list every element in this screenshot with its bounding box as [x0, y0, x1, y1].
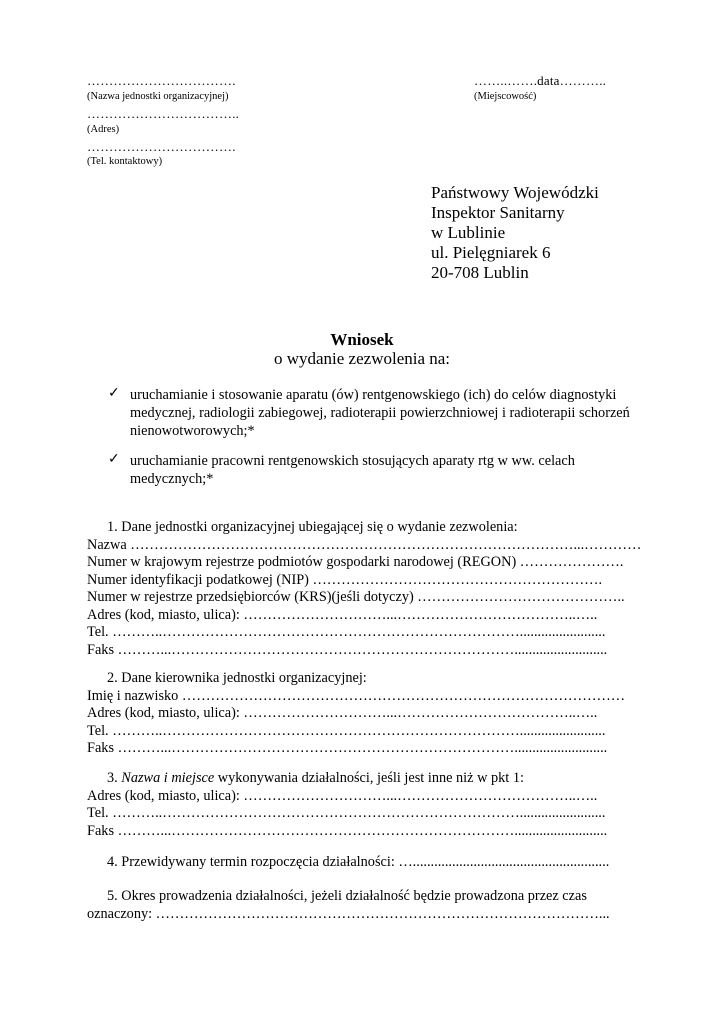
section-start-date	[87, 854, 647, 872]
recipient-line: Państwowy Wojewódzki	[431, 183, 599, 202]
field-nip[interactable]: Numer identyfikacji podatkowej (NIP) …………………………………………………….	[87, 571, 603, 588]
section-heading: 1. Dane jednostki organizacyjnej ubiegającej się o wydanie zezwolenia:	[107, 519, 518, 535]
checkmark-icon: ✓	[108, 452, 120, 467]
field-address[interactable]: Adres (kod, miasto, ulica): …………………………...………………………………..…..	[87, 705, 598, 721]
recipient-line: ul. Pielęgniarek 6	[431, 243, 551, 262]
section-heading-rest: wykonywania działalności, jeśli jest inne niż w pkt 1:	[214, 770, 524, 786]
recipient-line: Inspektor Sanitarny	[431, 203, 565, 222]
field-full-name[interactable]: Imię i nazwisko …………………………………………………………………………………	[87, 687, 626, 704]
recipient-line: w Lublinie	[431, 223, 506, 242]
permit-option-xray-apparatus: uruchamianie i stosowanie aparatu (ów) rentgenowskiego (ich) do celów diagnostyki medycznej, radiologii zabiegowej, radioterapii powierzchniowej i radioterapii schorzeń nienowotworowych;*	[130, 387, 630, 439]
recipient-address	[431, 183, 599, 283]
document-subtitle: o wydanie zezwolenia na:	[273, 349, 451, 368]
field-krs[interactable]: Numer w rejestrze przedsiębiorców (KRS)(jeśli dotyczy) ……………………………………..	[87, 589, 625, 605]
field-name[interactable]: Nazwa …………………………………………………………………………………...…………	[87, 536, 642, 553]
field-phone[interactable]: Tel. ………..…………………………………………………………………........................	[87, 722, 606, 739]
permit-option-xray-lab: uruchamianie pracowni rentgenowskich stosujących aparaty rtg w ww. celach medycznych;*	[130, 453, 575, 487]
section-number: 3.	[107, 770, 122, 786]
field-phone[interactable]: Tel. ………..…………………………………………………………………........................	[87, 805, 606, 821]
place-date-dots[interactable]: ……..…….data………..	[474, 73, 607, 88]
recipient-line: 20-708 Lublin	[431, 263, 529, 282]
field-phone[interactable]: Tel. ………..…………………………………………………………………........................	[87, 624, 606, 640]
section-activity-location	[87, 770, 647, 840]
field-address[interactable]: Adres (kod, miasto, ulica): …………………………...………………………………..…..	[87, 606, 598, 623]
field-fax[interactable]: Faks ………...………………………………………………………………..........................	[87, 822, 608, 839]
field-address[interactable]: Adres (kod, miasto, ulica): …………………………...………………………………..…..	[87, 787, 598, 804]
field-period[interactable]: oznaczony: …………………………………………………………………………………...	[87, 905, 610, 922]
address-label: (Adres)	[87, 124, 120, 135]
phone-label: (Tel. kontaktowy)	[87, 156, 163, 167]
field-start-date[interactable]: 4. Przewidywany termin rozpoczęcia działalności: ….......................................................	[107, 854, 610, 870]
document-title: Wniosek	[330, 330, 394, 349]
org-name-label: (Nazwa jednostki organizacyjnej)	[87, 91, 229, 102]
section-manager	[87, 670, 647, 758]
phone-dots[interactable]: …………………………….	[87, 139, 236, 154]
section-heading-italic: Nazwa i miejsce	[121, 770, 215, 786]
field-regon[interactable]: Numer w krajowym rejestrze podmiotów gospodarki narodowej (REGON) ………………….	[87, 554, 624, 570]
checkmark-icon: ✓	[108, 386, 120, 401]
field-fax[interactable]: Faks ………...………………………………………………………………..........................	[87, 740, 608, 756]
section-organization	[87, 519, 647, 659]
section-heading: 5. Okres prowadzenia działalności, jeżeli działalność będzie prowadzona przez czas	[107, 888, 587, 904]
section-activity-period	[87, 888, 647, 923]
place-label: (Miejscowość)	[474, 91, 537, 102]
field-fax[interactable]: Faks ………...………………………………………………………………..........................	[87, 641, 608, 658]
section-heading	[87, 770, 647, 788]
address-dots[interactable]: ……………………………..	[87, 106, 240, 121]
section-heading: 2. Dane kierownika jednostki organizacyjnej:	[107, 670, 367, 686]
org-name-dots[interactable]: …………………………….	[87, 73, 236, 88]
